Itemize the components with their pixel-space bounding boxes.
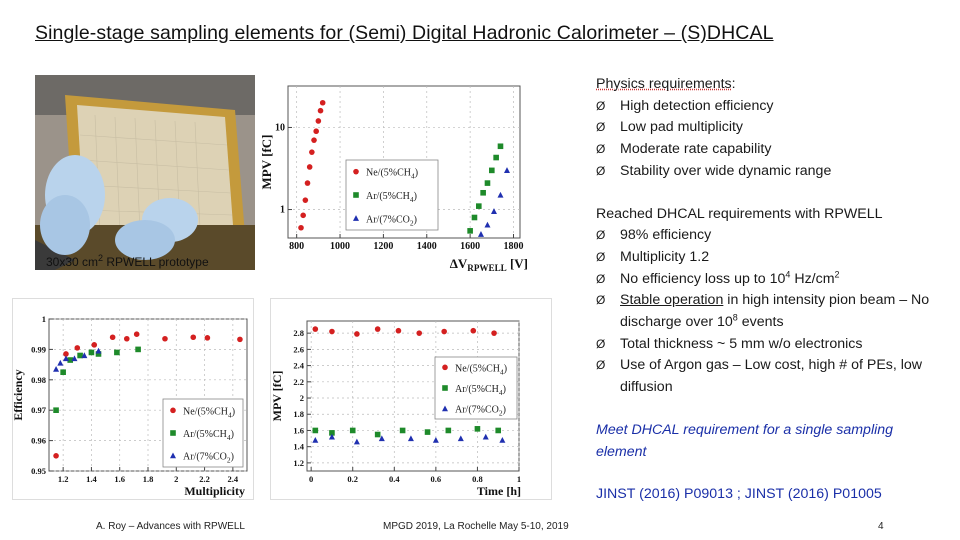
- list-item: [596, 161, 941, 183]
- x-axis-label: $\Delta V_{RPWELL}$ [V]: [449, 256, 528, 273]
- reached-list: [596, 225, 941, 399]
- list-item-underlined: Stable operation: [620, 292, 724, 309]
- y-tick-label: 1.8: [293, 409, 304, 420]
- list-item-text: High detection efficiency: [620, 97, 774, 114]
- data-point: [353, 192, 359, 198]
- data-point: [57, 360, 63, 366]
- footer-author: A. Roy – Advances with RPWELL: [96, 521, 245, 532]
- data-point: [114, 350, 120, 356]
- x-tick-label: 0.4: [388, 474, 400, 484]
- data-point: [493, 155, 499, 161]
- list-item-text-unit: Hz/cm: [790, 270, 835, 287]
- chart-mpv-vs-voltage: [258, 80, 531, 272]
- data-point: [53, 453, 59, 459]
- list-item-text-end: events: [737, 314, 784, 331]
- x-tick-label: 2: [174, 474, 179, 484]
- exponent: 8: [732, 312, 738, 323]
- data-point: [170, 408, 176, 414]
- data-point: [316, 118, 322, 124]
- data-point: [313, 326, 319, 332]
- bullet-arrow-icon: Ø: [596, 358, 606, 373]
- photo-caption-suffix: RPWELL prototype: [103, 255, 209, 269]
- list-item-text: Low pad multiplicity: [620, 119, 744, 136]
- exponent: 2: [834, 268, 840, 279]
- chart-efficiency-svg: [13, 299, 253, 499]
- legend-subscript: 4: [226, 433, 231, 442]
- x-tick-label: 1.2: [57, 474, 69, 484]
- data-point: [480, 190, 486, 196]
- x-tick-label: 1200: [373, 241, 394, 252]
- data-point: [354, 331, 360, 337]
- legend-subscript: 2: [226, 455, 231, 465]
- bullet-arrow-icon: Ø: [596, 228, 606, 243]
- y-tick-label: 0.99: [31, 344, 46, 355]
- list-item: [596, 247, 941, 269]
- list-item: [596, 96, 941, 118]
- list-item-text: No efficiency loss up to 10: [620, 270, 786, 287]
- data-point: [350, 428, 356, 434]
- legend-suffix: ): [230, 451, 234, 463]
- list-item-text: Stability over wide dynamic range: [620, 162, 832, 179]
- data-point: [53, 407, 59, 413]
- data-point: [53, 366, 59, 372]
- list-item: [596, 139, 941, 161]
- x-tick-label: 1600: [460, 241, 481, 252]
- y-tick-label: 2: [299, 393, 304, 404]
- data-point: [303, 197, 309, 203]
- legend: [346, 160, 438, 230]
- data-point: [485, 180, 491, 186]
- legend-label: $Ar/(7\%CO_2)$: [183, 451, 234, 465]
- x-tick-label: 1.8: [142, 474, 154, 484]
- physics-list: [596, 96, 941, 183]
- legend-label: $Ne/(5\%CH_4)$: [183, 406, 236, 420]
- data-point: [311, 137, 317, 143]
- physics-heading-text: Physics requirements: [596, 76, 732, 92]
- legend-suffix: ): [502, 404, 506, 416]
- data-point: [396, 328, 402, 334]
- data-point: [475, 426, 481, 432]
- legend-subscript: 4: [498, 388, 503, 397]
- data-point: [478, 231, 484, 237]
- photo-caption-text: 30x30 cm: [46, 255, 99, 269]
- x-tick-label: 1: [516, 474, 522, 484]
- bullet-arrow-icon: Ø: [596, 163, 606, 178]
- y-tick-label: 0.98: [31, 374, 46, 385]
- list-item: [596, 334, 941, 356]
- legend-suffix: ): [413, 214, 417, 226]
- data-point: [433, 437, 439, 443]
- list-item: [596, 355, 941, 398]
- legend-suffix: ): [502, 384, 506, 395]
- data-point: [305, 180, 311, 186]
- data-point: [313, 428, 319, 434]
- data-point: [400, 428, 406, 434]
- data-point: [307, 164, 313, 170]
- data-point: [491, 330, 497, 336]
- data-point: [472, 215, 478, 221]
- data-point: [489, 168, 495, 174]
- chart-mpv-vs-time-svg: [271, 299, 551, 499]
- y-tick-label: 1.2: [293, 457, 304, 468]
- x-tick-label: 2.4: [227, 474, 239, 484]
- data-point: [96, 348, 102, 354]
- legend-label: $Ne/(5\%CH_4)$: [366, 167, 419, 181]
- list-item-text: Moderate rate capability: [620, 141, 772, 158]
- legend: [163, 399, 243, 467]
- legend-subscript: 2: [409, 218, 414, 228]
- data-point: [312, 437, 318, 443]
- requirements-text: [596, 74, 941, 506]
- data-point: [135, 347, 141, 353]
- list-item-text: Multiplicity 1.2: [620, 248, 710, 265]
- x-tick-label: 2.2: [199, 474, 210, 484]
- legend-suffix: ): [414, 167, 419, 179]
- x-tick-label: 0: [309, 474, 314, 484]
- data-point: [329, 329, 335, 335]
- data-point: [354, 439, 360, 445]
- data-point: [74, 345, 80, 351]
- data-point: [162, 336, 168, 342]
- photo-caption: [46, 255, 209, 269]
- y-tick-label: 10: [275, 122, 285, 134]
- bullet-arrow-icon: Ø: [596, 120, 606, 135]
- data-point: [110, 334, 116, 340]
- y-tick-label: 0.95: [31, 466, 46, 476]
- data-point: [318, 108, 324, 114]
- bullet-arrow-icon: Ø: [596, 336, 606, 351]
- data-point: [298, 225, 304, 231]
- x-tick-label: 1000: [330, 241, 351, 252]
- legend: [435, 357, 517, 419]
- data-point: [91, 342, 97, 348]
- y-tick-label: 1.6: [293, 425, 304, 436]
- bullet-arrow-icon: Ø: [596, 98, 606, 113]
- data-point: [124, 336, 130, 342]
- y-tick-label: 0.97: [31, 405, 46, 416]
- y-tick-label: 1.4: [293, 441, 304, 452]
- legend-label: $Ar/(5\%CH_4)$: [183, 429, 234, 442]
- journal-reference: JINST (2016) P09013 ; JINST (2016) P01005: [596, 486, 882, 503]
- bullet-arrow-icon: Ø: [596, 293, 606, 308]
- data-point: [320, 100, 326, 106]
- legend-suffix: ): [413, 191, 417, 202]
- legend-label: $Ne/(5\%CH_4)$: [455, 363, 508, 377]
- y-tick-label: 2.6: [293, 344, 304, 355]
- data-point: [309, 149, 315, 155]
- bullet-arrow-icon: Ø: [596, 249, 606, 264]
- data-point: [205, 335, 211, 341]
- conclusion-text: Meet DHCAL requirement for a single sampling element: [596, 421, 894, 460]
- chart-mpv-vs-time: [270, 298, 552, 500]
- y-axis-label: Efficiency: [11, 369, 25, 421]
- y-tick-label: 1: [280, 204, 285, 216]
- y-tick-label: 2.8: [293, 328, 304, 339]
- exponent: 4: [785, 268, 791, 279]
- x-tick-label: 0.6: [430, 474, 442, 484]
- data-point: [504, 167, 510, 173]
- data-point: [446, 428, 452, 434]
- data-point: [416, 330, 422, 336]
- list-item: [596, 290, 941, 333]
- data-point: [491, 208, 497, 214]
- x-tick-label: 1.4: [86, 474, 97, 484]
- legend-suffix: ): [503, 363, 508, 375]
- list-item-text: in high intensity pion beam – No discharge over 10: [620, 292, 930, 331]
- data-point: [476, 203, 482, 209]
- data-point: [467, 228, 473, 234]
- data-point: [484, 222, 490, 228]
- legend-label: $Ar/(7\%CO_2)$: [455, 404, 506, 418]
- legend-subscript: 2: [498, 408, 503, 418]
- physics-heading: [596, 74, 941, 96]
- legend-subscript: 4: [228, 410, 232, 420]
- bullet-arrow-icon: Ø: [596, 271, 606, 286]
- data-point: [498, 143, 504, 149]
- data-point: [313, 128, 319, 134]
- bullet-arrow-icon: Ø: [596, 142, 606, 157]
- prototype-photo-drawing: [35, 75, 255, 270]
- x-axis-label: Time [h]: [476, 484, 521, 498]
- x-tick-label: 0.2: [347, 474, 359, 484]
- data-point: [499, 437, 505, 443]
- legend-label: $Ar/(5\%CH_4)$: [366, 191, 417, 204]
- legend-label: $Ar/(5\%CH_4)$: [455, 384, 506, 397]
- list-item-text: 98% efficiency: [620, 227, 712, 244]
- data-point: [300, 213, 306, 219]
- y-axis-label: MPV [fC]: [259, 134, 274, 190]
- data-point: [190, 334, 196, 340]
- page-number: 4: [878, 521, 884, 532]
- data-point: [458, 435, 464, 441]
- legend-subscript: 4: [409, 195, 414, 204]
- chart-mpv-vs-voltage-svg: [258, 80, 531, 272]
- x-tick-label: 800: [289, 241, 305, 252]
- data-point: [353, 169, 359, 175]
- y-axis-label: MPV [fC]: [270, 370, 284, 422]
- data-point: [442, 365, 448, 371]
- list-item: [596, 117, 941, 139]
- legend-label: $Ar/(7\%CO_2)$: [366, 214, 417, 228]
- y-tick-label: 2.4: [293, 360, 304, 371]
- x-axis-label-subscript: RPWELL: [467, 263, 507, 273]
- reached-heading: Reached DHCAL requirements with RPWELL: [596, 205, 883, 222]
- legend-subscript: 4: [411, 171, 415, 181]
- legend-suffix: ): [230, 429, 234, 440]
- x-axis-label-unit: [V]: [506, 256, 528, 271]
- data-point: [89, 350, 95, 356]
- data-point: [442, 385, 448, 391]
- data-point: [237, 337, 243, 343]
- list-item-text: Use of Argon gas – Low cost, high # of PEs, low diffusion: [620, 357, 923, 396]
- data-point: [483, 434, 489, 440]
- prototype-photo: [35, 75, 255, 270]
- data-point: [425, 429, 431, 435]
- x-axis-label: Multiplicity: [184, 484, 245, 498]
- footer-conference: MPGD 2019, La Rochelle May 5-10, 2019: [383, 521, 569, 532]
- x-tick-label: 1400: [416, 241, 437, 252]
- data-point: [375, 432, 381, 438]
- chart-efficiency-vs-multiplicity: [12, 298, 254, 500]
- data-point: [134, 331, 140, 337]
- data-point: [408, 435, 414, 441]
- slide-title: Single-stage sampling elements for (Semi) Digital Hadronic Calorimeter – (S)DHCAL: [35, 22, 774, 44]
- data-point: [470, 328, 476, 334]
- x-tick-label: 1800: [503, 241, 524, 252]
- legend-suffix: ): [231, 406, 236, 418]
- data-point: [375, 326, 381, 332]
- data-point: [170, 430, 176, 436]
- y-tick-label: 0.96: [31, 435, 46, 446]
- physics-heading-colon: :: [731, 76, 736, 92]
- x-tick-label: 0.8: [472, 474, 483, 484]
- data-point: [441, 329, 447, 335]
- data-point: [497, 192, 503, 198]
- list-item-text: Total thickness ~ 5 mm w/o electronics: [620, 335, 863, 352]
- list-item: [596, 269, 941, 291]
- x-tick-label: 1.6: [114, 474, 126, 484]
- photo-caption-sup: 2: [98, 253, 104, 263]
- y-tick-label: 2.2: [293, 376, 304, 387]
- data-point: [495, 428, 501, 434]
- y-tick-label: 1: [41, 314, 46, 324]
- legend-subscript: 4: [500, 367, 504, 377]
- list-item: [596, 225, 941, 247]
- data-point: [60, 369, 66, 375]
